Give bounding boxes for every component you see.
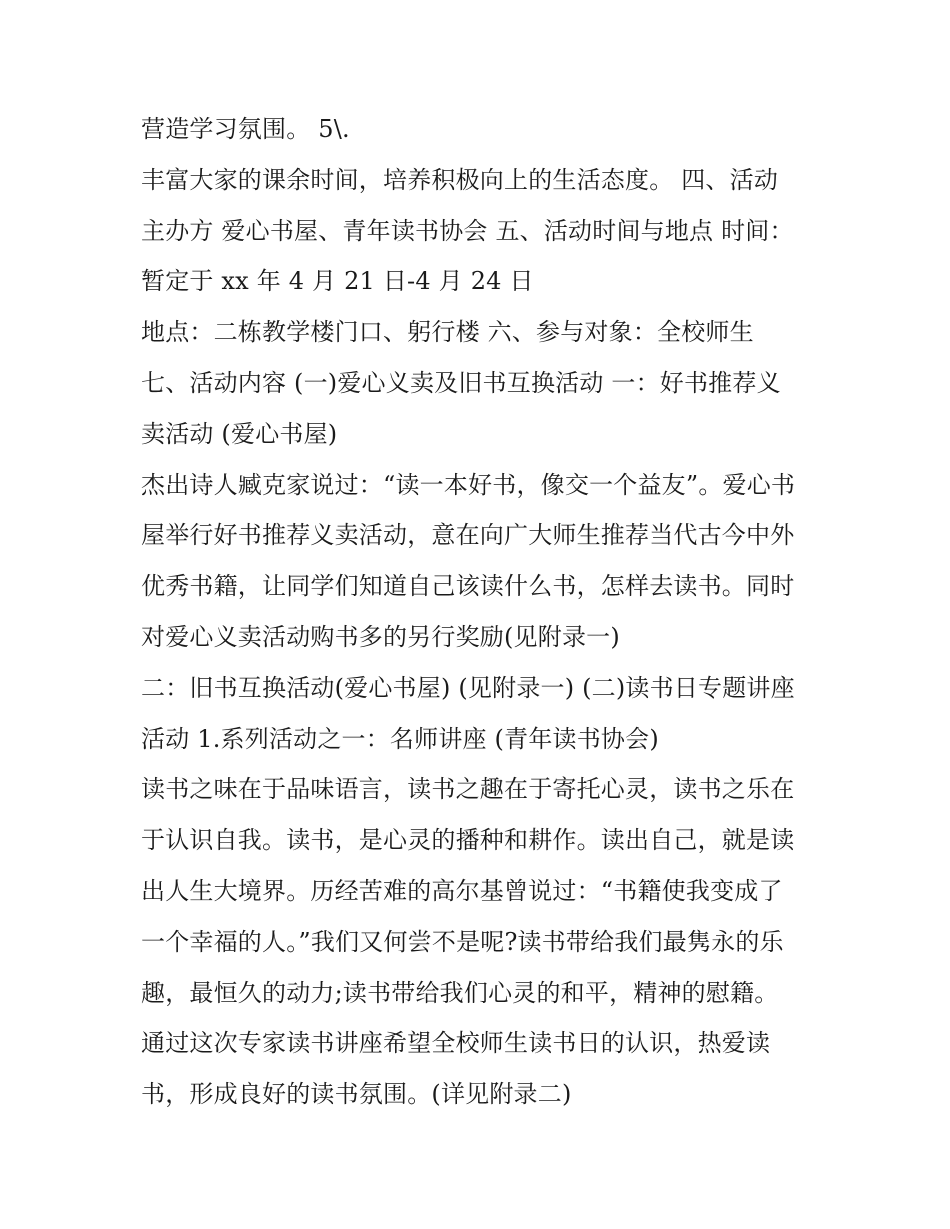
text-line: 读书之味在于品味语言，读书之趣在于寄托心灵，读书之乐在: [141, 775, 795, 804]
text-line: 营造学习氛围。 5\.: [141, 115, 350, 143]
text-line: 出人生大境界。历经苦难的高尔基曾说过：“书籍使我变成了: [141, 876, 783, 905]
text-line: 优秀书籍，让同学们知道自己该读什么书，怎样去读书。同时: [141, 572, 795, 601]
text-line: 屋举行好书推荐义卖活动，意在向广大师生推荐当代古今中外: [141, 521, 795, 550]
text-line: 对爱心义卖活动购书多的另行奖励(见附录一): [141, 622, 620, 651]
text-line: 二：旧书互换活动(爱心书屋) (见附录一) (二)读书日专题讲座: [141, 673, 795, 702]
text-line: 卖活动 (爱心书屋): [141, 419, 338, 448]
body-text: [141, 104, 821, 1120]
text-line: 主办方 爱心书屋、青年读书协会 五、活动时间与地点 时间：: [141, 216, 794, 245]
text-line: 丰富大家的课余时间，培养积极向上的生活态度。 四、活动: [141, 165, 779, 194]
text-line: 书，形成良好的读书氛围。(详见附录二): [141, 1080, 572, 1109]
text-line: 杰出诗人臧克家说过：“读一本好书，像交一个益友”。爱心书: [141, 470, 796, 499]
text-line: 通过这次专家读书讲座希望全校师生读书日的认识，热爱读: [141, 1029, 771, 1058]
text-line: 地点：二栋教学楼门口、躬行楼 六、参与对象：全校师生: [141, 318, 754, 347]
text-line: 暂定于 xx 年 4 月 21 日-4 月 24 日: [141, 267, 534, 296]
text-line: 一个幸福的人。”我们又何尝不是呢?读书带给我们最隽永的乐: [141, 927, 784, 956]
text-line: 活动 1.系列活动之一：名师讲座 (青年读书协会): [141, 724, 659, 753]
text-line: 趣，最恒久的动力;读书带给我们心灵的和平，精神的慰籍。: [141, 978, 779, 1007]
text-line: 七、活动内容 (一)爱心义卖及旧书互换活动 一：好书推荐义: [141, 368, 781, 397]
text-line: 于认识自我。读书，是心灵的播种和耕作。读出自己，就是读: [141, 826, 795, 855]
